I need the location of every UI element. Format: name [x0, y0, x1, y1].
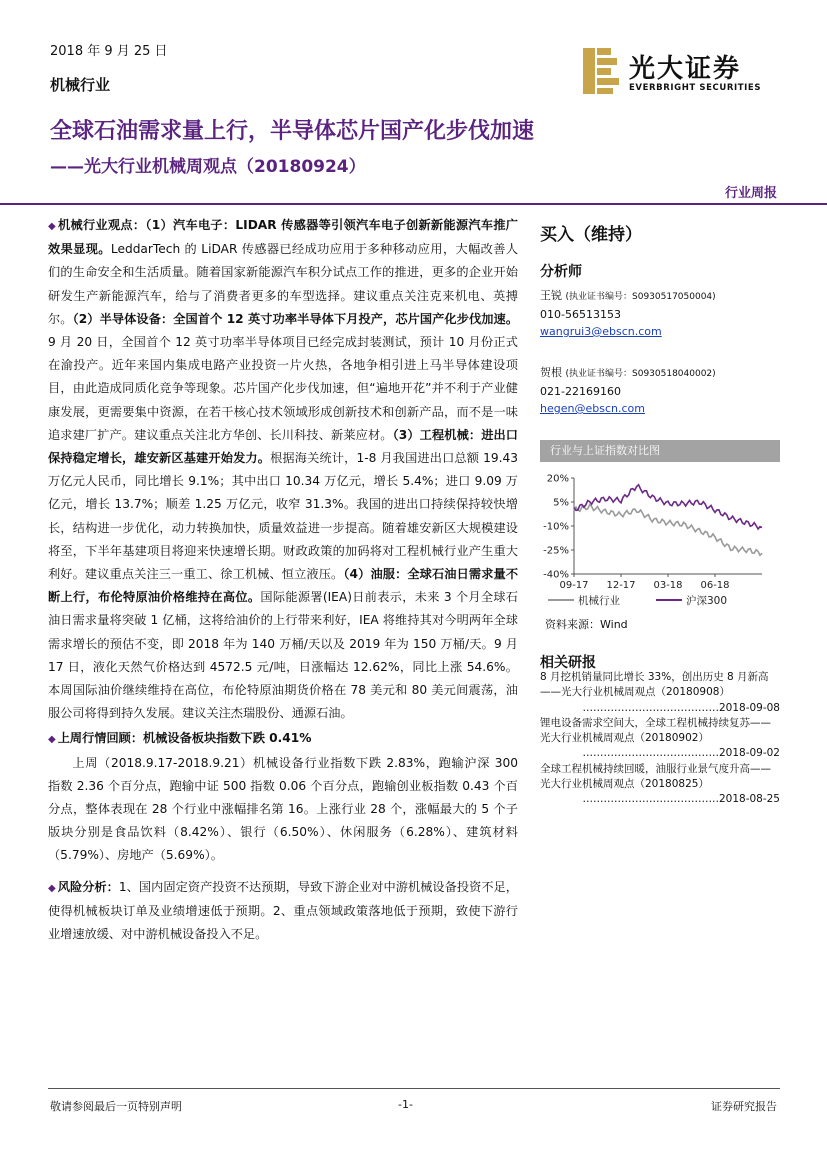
report-subtitle: ——光大行业机械周观点（20180924） — [50, 157, 366, 177]
related-report-item[interactable] — [540, 670, 780, 716]
x-tick-label: 06-18 — [700, 580, 730, 591]
x-tick-label: 03-18 — [653, 580, 683, 591]
diamond-bullet-icon: ◆ — [48, 882, 56, 894]
everbright-logo — [583, 48, 783, 94]
risk-analysis-heading: 风险分析： — [57, 879, 119, 894]
related-report-item[interactable] — [540, 762, 780, 808]
oil-service-heading: （4）油服：全球石油日需求量不断上行，布伦特原油价格维持在高位。 — [48, 567, 519, 605]
auto-electronics-text: LeddarTech 的 LiDAR 传感器已经成功应用于多种移动应用，大幅改善人们的生命安全和生活质量。随着国家新能源汽车积分试点工作的推进，更多的企业开始研发生产新能源汽车，给与了消费者更多的车型选择。建议重点关注克来机电、英搏尔。 — [48, 242, 519, 326]
x-tick-label: 09-17 — [559, 580, 589, 591]
y-tick-label: -10% — [543, 521, 569, 533]
page-number: -1- — [398, 1098, 413, 1111]
y-tick-label: 5% — [553, 497, 569, 509]
logo-chinese-text: 光大证券 — [629, 54, 742, 84]
analyst-email-link[interactable]: wangrui3@ebscn.com — [540, 325, 662, 338]
analyst-phone: 010-56513153 — [540, 308, 621, 321]
y-tick-label: -40% — [543, 569, 569, 581]
report-title: 全球石油需求量上行，半导体芯片国产化步伐加速 — [50, 119, 535, 144]
analyst-name: 贺根 — [540, 366, 562, 379]
semiconductor-text: 9 月 20 日，全国首个 12 英寸功率半导体项目已经完成封装测试，预计 10 月份正式在渝投产。近年来国内集成电路产业投资一片火热，各地争相引进上马半导体建设项目，由此造成同质化竞争等现象。芯片国产化步伐加速，但“遍地开花”并不利于产业健康发展，更需要集中资源，在若干核心技术领域形成创新技术和创新产品，而不是一味追求建厂扩产。建议重点关注北方华创、长川科技、新莱应材。 — [48, 335, 518, 442]
report-type: 行业周报 — [724, 186, 777, 201]
legend-label: 沪深300 — [686, 595, 728, 607]
analyst-phone: 021-22169160 — [540, 385, 621, 398]
analyst-email-link[interactable]: hegen@ebscn.com — [540, 402, 645, 415]
construction-machinery-text: 根据海关统计，1-8 月我国进出口总额 19.43 万亿元人民币，同比增长 9.1%；其中出口 10.34 万亿元，增长 5.4%；进口 9.09 万亿元，增长 13.7%；顺差 1.25 万亿元，收窄 31.3%。我国的进出口持续保持较快增长，结构进一步优化，动力转换加快，质量效益进一步提高。随着雄安新区大规模建设将至，下半年基建项目将迎来快速增长期。财政政策的加码将对工程机械行业产生重大利好。建议重点关注三一重工、徐工机械、恒立液压。 — [48, 451, 519, 582]
risk-analysis-paragraph — [48, 876, 518, 947]
report-date: 2018 年 9 月 25 日 — [50, 44, 168, 59]
section-heading: 机械行业观点： — [57, 218, 146, 232]
related-report-date: …………………………………2018-08-25 — [582, 793, 780, 806]
analyst-cert: (执业证书编号：S0930518040002) — [565, 369, 716, 379]
diamond-bullet-icon: ◆ — [48, 221, 56, 232]
main-body — [48, 214, 518, 946]
analyst-heading: 分析师 — [540, 264, 582, 280]
oil-service-text: 国际能源署(IEA)日前表示，未来 3 个月全球石油日需求量将突破 1 亿桶，这将给油价的上行带来利好，IEA 将维持其对今明两年全球需求增长的预估不变，即 2018 年为 140 万桶/天以及 2019 年为 150 万桶/天。9 月 17 日，液化天然气价格达到 4572.5 元/吨，日涨幅达 12.62%，同比上涨 54.6%。本周国际油价继续维持在高位，布伦特原油期货价格在 78 美元和 80 美元间震荡，油服公司将得到持久发展。建议关注杰瑞股份、通源石油。 — [48, 590, 518, 721]
analyst-card — [540, 287, 780, 340]
footer-disclaimer: 敬请参阅最后一页特别声明 — [50, 1100, 182, 1113]
diamond-bullet-icon: ◆ — [48, 734, 56, 746]
risk-analysis-text: 1、国内固定资产投资不达预期，导致下游企业对中游机械设备投资不足，使得机械板块订单及业绩增速低于预期。2、重点领域政策落地低于预期，致使下游行业增速放缓、对中游机械设备投入不足。 — [48, 879, 518, 942]
y-tick-label: 20% — [546, 473, 569, 485]
footer-divider — [48, 1088, 780, 1089]
related-reports-heading: 相关研报 — [540, 655, 596, 671]
logo-mark-icon — [583, 48, 623, 94]
related-reports-list — [540, 670, 780, 808]
industry-view-paragraph — [48, 214, 518, 725]
analyst-cert: (执业证书编号：S0930517050004) — [565, 292, 716, 302]
related-report-item[interactable] — [540, 716, 780, 762]
market-review-text: 上周（2018.9.17-2018.9.21）机械设备行业指数下跌 2.83%，跑输沪深 300 指数 2.36 个百分点，跑输中证 500 指数 0.06 个百分点，跑输创业板指数 0.43 个百分点，整体表现在 28 个行业中涨幅排名第 16。上涨行业 28 个，涨幅最大的 5 个子版块分别是食品饮料（8.42%）、银行（6.50%）、休闲服务（6.28%）、建筑材料（5.79%）、房地产（5.69%）。 — [48, 755, 518, 863]
logo-english-text: EVERBRIGHT SECURITIES — [629, 83, 762, 93]
x-tick-label: 12-17 — [606, 580, 636, 591]
construction-machinery-heading: （3）工程机械：进出口保持稳定增长，雄安新区基建开始发力。 — [48, 427, 518, 466]
legend-label: 机械行业 — [578, 595, 620, 607]
series-line-machinery — [574, 505, 762, 556]
analyst-card — [540, 364, 780, 417]
footer-report-label: 证券研究报告 — [711, 1100, 777, 1113]
rating: 买入（维持） — [540, 225, 642, 245]
related-report-title: 全球工程机械持续回暖，油服行业景气度升高——光大行业机械周观点（20180825） — [540, 762, 771, 791]
related-report-date: …………………………………2018-09-02 — [582, 747, 780, 760]
related-report-title: 锂电设备需求空间大，全球工程机械持续复苏——光大行业机械周观点（20180902） — [540, 716, 771, 745]
industry-label: 机械行业 — [50, 76, 111, 94]
related-report-title: 8 月挖机销量同比增长 33%，创出历史 8 月新高——光大行业机械周观点（20180908） — [540, 671, 769, 699]
y-tick-label: -25% — [543, 545, 569, 557]
chart-source: 资料来源：Wind — [545, 618, 628, 631]
header-divider — [0, 203, 827, 205]
index-comparison-chart — [540, 464, 780, 614]
chart-title: 行业与上证指数对比图 — [540, 440, 780, 462]
market-review-heading: ◆ 上周行情回顾：机械设备板块指数下跌 0.41% — [48, 731, 312, 746]
analyst-name: 王锐 — [540, 289, 562, 302]
sidebar — [540, 220, 780, 417]
related-report-date: …………………………………2018-09-08 — [582, 701, 780, 714]
auto-electronics-heading: （1）汽车电子：LIDAR 传感器等引领汽车电子创新新能源汽车推广效果显现。 — [48, 218, 518, 257]
semiconductor-heading: （2）半导体设备：全国首个 12 英寸功率半导体下月投产，芯片国产化步伐加速。 — [72, 311, 519, 326]
